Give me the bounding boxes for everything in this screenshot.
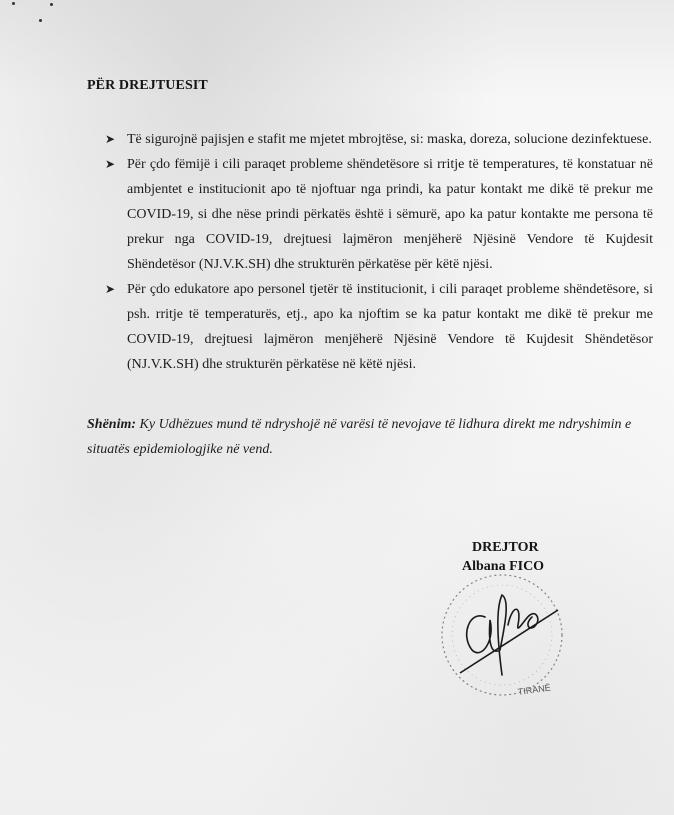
note-text: Ky Udhëzues mund të ndryshojë në varësi të nevojave të lidhura direkt me ndryshimin e situatës epidemiologjike në vend. <box>87 417 632 457</box>
scan-speck <box>39 19 42 22</box>
list-item-text: Për çdo edukatore apo personel tjetër të institucionit, i cili paraqet probleme shëndetësore, si psh. rritje të temperaturës, etj., apo ka njoftim se ka patur kontakt me dikë të prekur me COVID-19, drejtuesi lajmëron menjëherë Njësinë Vendore të Kujdesit Shëndetësor (NJ.V.K.SH) dhe strukturën përkatëse në këtë njësi. <box>127 282 653 372</box>
note-paragraph <box>87 412 667 462</box>
list-item <box>105 152 653 277</box>
stamp-text: TIRANË <box>517 682 552 697</box>
list-item-text: Të sigurojnë pajisjen e stafit me mjetet mbrojtëse, si: maska, doreza, solucione dezinfektuese. <box>127 132 652 147</box>
instruction-list <box>105 127 653 377</box>
stamp-ring-icon <box>442 575 562 695</box>
arrowhead-bullet-icon: ➤ <box>105 282 116 296</box>
signature-scribble-icon <box>467 595 538 675</box>
list-item-text: Për çdo fëmijë i cili paraqet probleme shëndetësore si rritje të temperatures, të konstatuar në ambjentet e institucionit apo të njoftuar nga prindi, ka patur kontakt me dikë të prekur me COVID-19, si dhe nëse prindi përkatës është i sëmurë, apo ka patur kontakte me persona të prekur nga COVID-19, drejtuesi lajmëron menjëherë Njësinë Vendore të Kujdesit Shëndetësor (NJ.V.K.SH) dhe strukturën përkatëse për këtë njësi. <box>127 157 653 272</box>
arrowhead-bullet-icon: ➤ <box>105 132 116 146</box>
signatory-name: Albana FICO <box>462 559 545 574</box>
list-item <box>105 127 653 152</box>
signature-stamp <box>430 565 580 700</box>
scan-speck <box>50 3 53 6</box>
section-heading: PËR DREJTUESIT <box>87 78 208 93</box>
signatory-title: DREJTOR <box>472 540 539 555</box>
list-item <box>105 277 653 377</box>
arrowhead-bullet-icon: ➤ <box>105 157 116 171</box>
scan-speck <box>12 2 15 5</box>
note-label: Shënim: <box>87 417 137 432</box>
